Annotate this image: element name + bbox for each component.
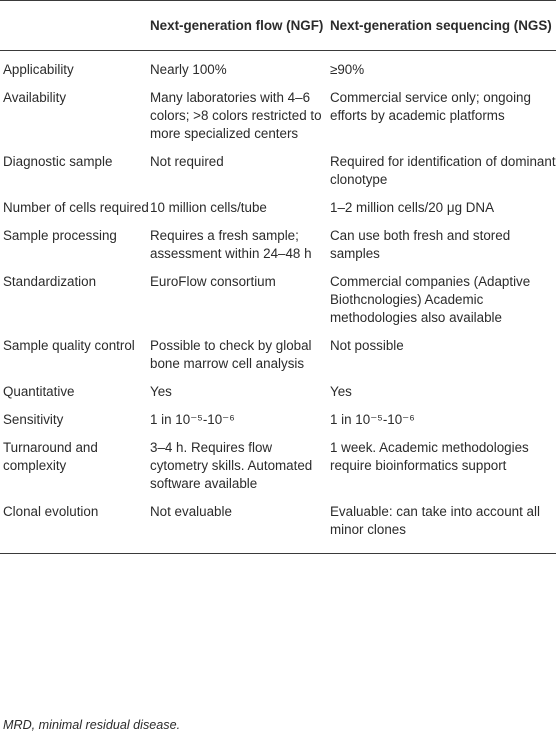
row-label: Turnaround and complexity: [3, 440, 98, 473]
header-ngs: Next-generation sequencing (NGS): [330, 1, 556, 51]
ngf-cell: EuroFlow consortium: [150, 274, 276, 289]
ngf-cell: 1 in 10⁻⁵-10⁻⁶: [150, 412, 235, 427]
ngs-cell: Yes: [330, 384, 352, 399]
header-row: [0, 1, 556, 51]
ngf-cell: Many laboratories with 4–6 colors; >8 colors restricted to more specialized centers: [150, 90, 322, 141]
row-label: Number of cells required: [3, 200, 149, 215]
ngf-cell: Yes: [150, 384, 172, 399]
ngs-cell: Evaluable: can take into account all minor clones: [330, 501, 556, 554]
table-row: [0, 87, 556, 151]
ngs-cell: 1–2 million cells/20 μg DNA: [330, 200, 495, 215]
row-label: Clonal evolution: [0, 501, 150, 554]
ngf-cell: Requires a fresh sample; assessment within 24–48 h: [150, 228, 312, 261]
ngf-cell: Possible to check by global bone marrow cell analysis: [150, 338, 312, 371]
table-footnote: MRD, minimal residual disease.: [3, 718, 181, 732]
ngf-cell: Not required: [150, 154, 224, 169]
table-row: [0, 381, 556, 409]
ngf-cell: 3–4 h. Requires flow cytometry skills. Automated software available: [150, 440, 313, 491]
row-label: Diagnostic sample: [3, 154, 113, 169]
row-label: Availability: [3, 90, 67, 105]
table-row: [0, 197, 556, 225]
ngs-cell: Commercial companies (Adaptive Biothcnologies) Academic methodologies also available: [330, 274, 531, 325]
row-label: Quantitative: [3, 384, 75, 399]
table-row: [0, 437, 556, 501]
header-ngf: Next-generation flow (NGF): [150, 1, 330, 51]
ngs-cell: Commercial service only; ongoing efforts by academic platforms: [330, 90, 531, 123]
header-empty: [0, 1, 150, 51]
row-label: Sample processing: [3, 228, 117, 243]
ngs-cell: 1 week. Academic methodologies require bioinformatics support: [330, 440, 529, 473]
row-label: Sensitivity: [3, 412, 64, 427]
table-row: [0, 335, 556, 381]
ngf-cell: 10 million cells/tube: [150, 200, 267, 215]
row-label: Standardization: [3, 274, 97, 289]
ngs-cell: 1 in 10⁻⁵-10⁻⁶: [330, 412, 415, 427]
table-body: [0, 51, 556, 554]
table-row: [0, 151, 556, 197]
row-label: Applicability: [3, 62, 74, 77]
ngf-cell: Not evaluable: [150, 501, 330, 554]
table-row: [0, 501, 556, 554]
ngs-cell: ≥90%: [330, 62, 365, 77]
ngs-cell: Not possible: [330, 338, 404, 353]
ngs-cell: Can use both fresh and stored samples: [330, 228, 511, 261]
ngs-cell: Required for identification of dominant clonotype: [330, 154, 556, 187]
table-row: [0, 225, 556, 271]
table-row: [0, 51, 556, 88]
table-header: [0, 1, 556, 51]
row-label: Sample quality control: [3, 338, 135, 353]
ngf-cell: Nearly 100%: [150, 62, 227, 77]
table-row: [0, 409, 556, 437]
table-row: [0, 271, 556, 335]
